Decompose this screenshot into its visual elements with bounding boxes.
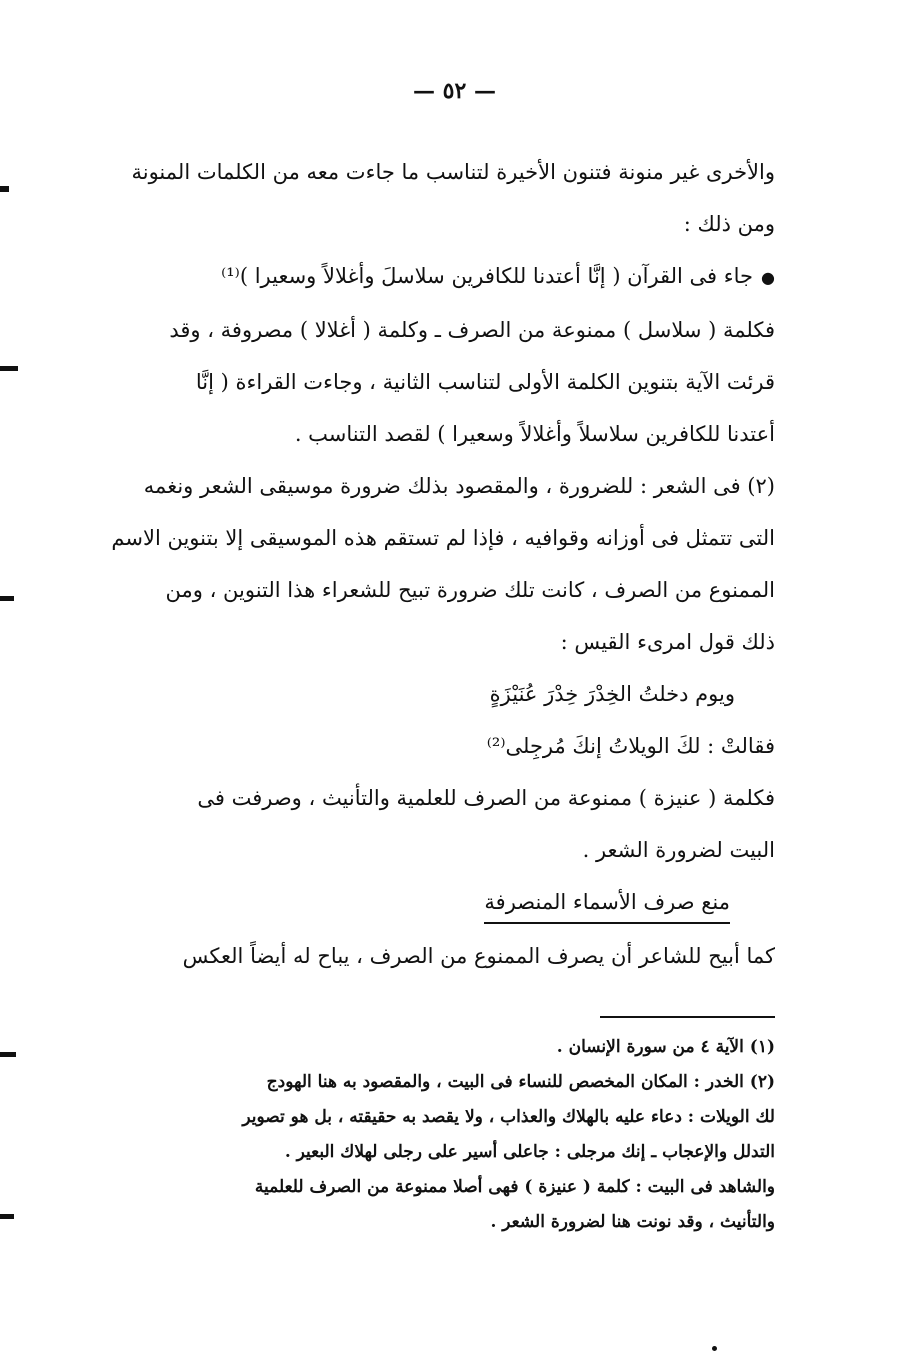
text-line: ذلك قول امرىء القيس :	[560, 630, 775, 654]
scan-dot	[712, 1346, 717, 1351]
footnote-line: التدلل والإعجاب ـ إنك مرجلى : جاعلى أسير على رجلى لهلاك البعير .	[284, 1142, 775, 1162]
scan-mark	[0, 186, 9, 192]
section-heading: منع صرف الأسماء المنصرفة	[484, 884, 730, 924]
footnote-line: (١) الآية ٤ من سورة الإنسان .	[556, 1037, 775, 1057]
footnote-line: (٢) الخدر : المكان المخصص للنساء فى البيت ، والمقصود به هنا الهودج	[266, 1072, 775, 1092]
text-line: أعتدنا للكافرين سلاسلاً وأغلالاً وسعيرا ) لقصد التناسب .	[294, 422, 775, 446]
scan-mark	[0, 366, 18, 371]
text-line: كما أبيح للشاعر أن يصرف الممنوع من الصرف ، يباح له أيضاً العكس	[182, 944, 775, 968]
text-line: قرئت الآية بتنوين الكلمة الأولى لتناسب الثانية ، وجاءت القراءة ( إنَّا	[195, 370, 775, 394]
page-number: — ٥٢ —	[413, 78, 496, 104]
poem-verse: فقالتْ : لكَ الويلاتُ إنكَ مُرجِلى⁽²⁾	[486, 734, 775, 758]
footnote-line: والتأنيث ، وقد نونت هنا لضرورة الشعر .	[490, 1212, 775, 1232]
text-line: الممنوع من الصرف ، كانت تلك ضرورة تبيح للشعراء هذا التنوين ، ومن	[165, 578, 775, 602]
scan-mark	[0, 596, 14, 601]
text-line: ومن ذلك :	[683, 212, 775, 236]
text-line: والأخرى غير منونة فتنون الأخيرة لتناسب ما جاءت معه من الكلمات المنونة	[131, 160, 775, 184]
text-line: التى تتمثل فى أوزانه وقوافيه ، فإذا لم تستقم هذه الموسيقى إلا بتنوين الاسم	[111, 526, 775, 550]
text-line: (٢) فى الشعر : للضرورة ، والمقصود بذلك ضرورة موسيقى الشعر ونغمه	[143, 474, 775, 498]
section-heading-row	[110, 876, 775, 930]
bullet-icon: ●	[761, 268, 775, 287]
scan-mark	[0, 1052, 16, 1057]
footnotes	[110, 1030, 775, 1240]
text-line: فكلمة ( سلاسل ) ممنوعة من الصرف ـ وكلمة ( أغلالا ) مصروفة ، وقد	[169, 318, 775, 342]
scan-mark	[0, 1214, 14, 1219]
poem-verse: ويوم دخلتُ الخِدْرَ خِدْرَ عُنَيْزَةٍ	[489, 682, 735, 706]
footnote-divider	[600, 1016, 775, 1018]
footnote-line: لك الويلات : دعاء عليه بالهلاك والعذاب ، ولا يقصد به حقيقته ، بل هو تصوير	[242, 1107, 775, 1127]
text-line: البيت لضرورة الشعر .	[582, 838, 775, 862]
text-line: جاء فى القرآن ( إنَّا أعتدنا للكافرين سلاسلَ وأغلالاً وسعيرا )⁽¹⁾	[221, 264, 754, 288]
text-line: فكلمة ( عنيزة ) ممنوعة من الصرف للعلمية والتأنيث ، وصرفت فى	[197, 786, 775, 810]
body-text	[110, 146, 775, 982]
text-line-bullet	[110, 250, 775, 304]
footnote-line: والشاهد فى البيت : كلمة ( عنيزة ) فهى أصلا ممنوعة من الصرف للعلمية	[254, 1177, 775, 1197]
